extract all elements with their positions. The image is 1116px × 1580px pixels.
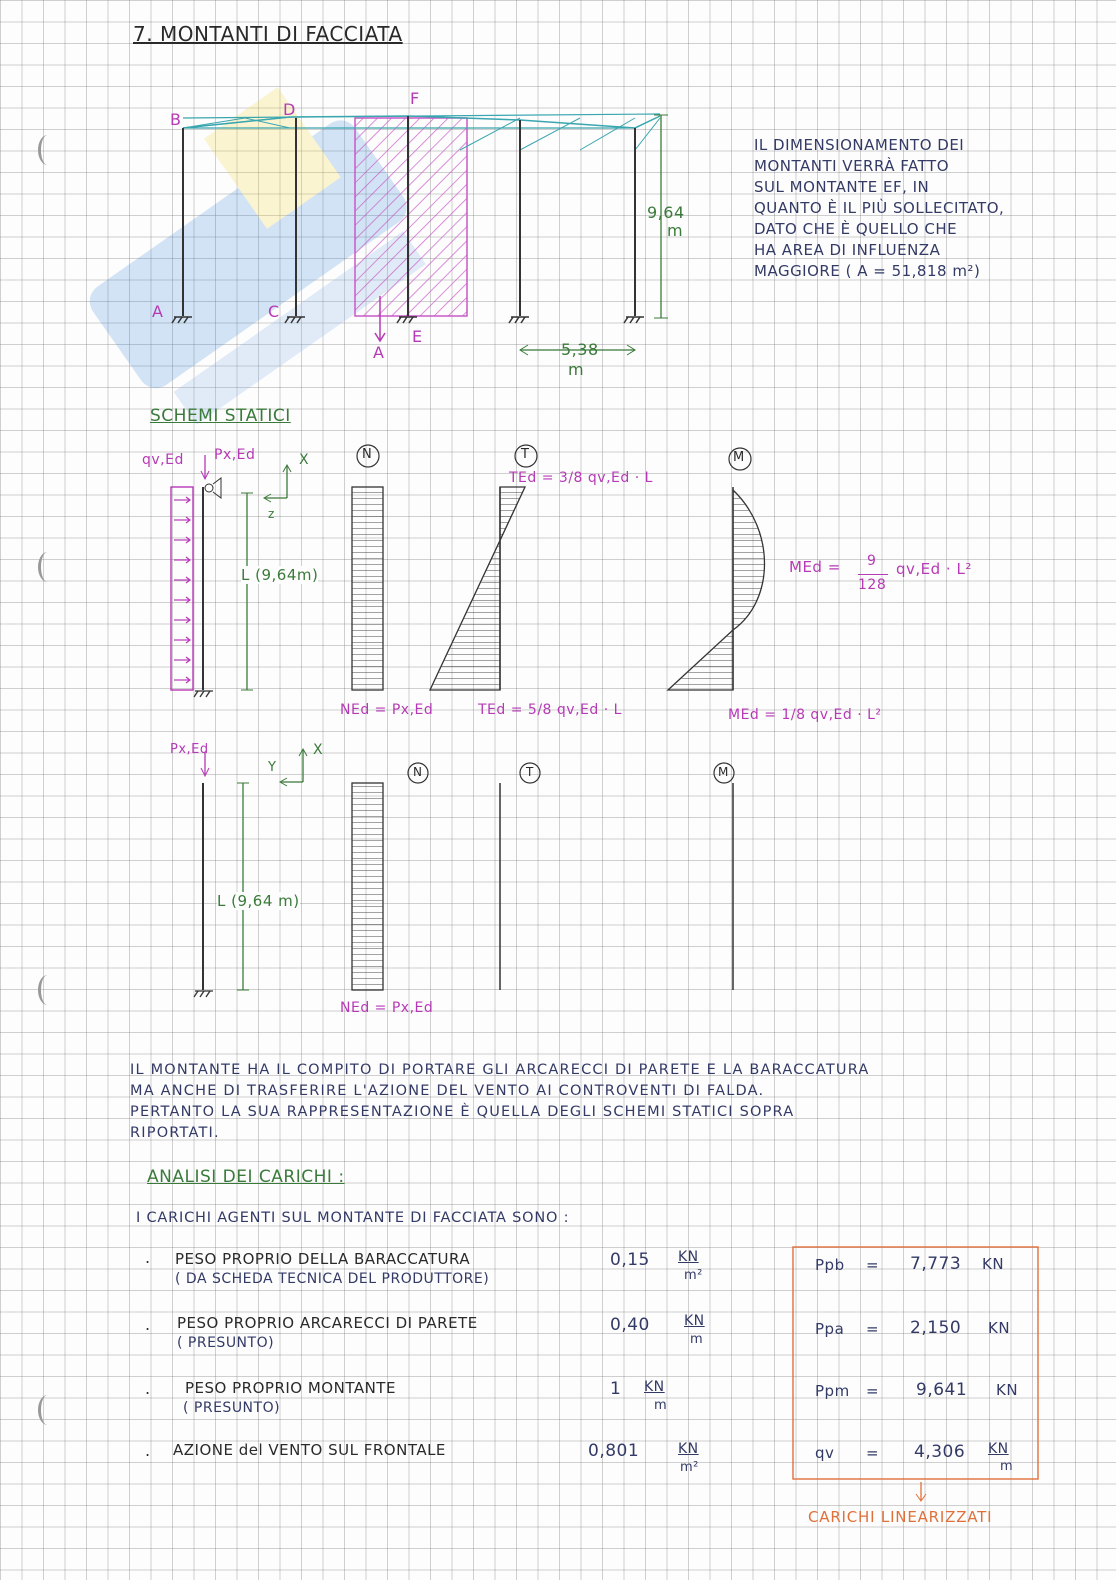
spacing-label: 5,38 [561,340,599,359]
height-unit: m [667,221,684,240]
item-unit-den: m [690,1332,704,1347]
result-eq: = [866,1444,880,1462]
result-symbol: Ppb [815,1256,845,1274]
s1-N-label: NEd = Px,Ed [340,702,434,718]
spacing-unit: m [568,360,585,379]
frame-label-D: D [283,100,296,119]
frame-label-A: A [152,302,164,321]
s2-diag-M: M [718,765,729,779]
result-symbol: Ppm [815,1382,850,1400]
scheme-2-beam [194,749,733,997]
results-footer: CARICHI LINEARIZZATI [808,1508,993,1526]
s1-T-bottom: TEd = 5/8 qv,Ed · L [478,702,622,718]
frame-label-B: B [170,110,182,129]
page-title: 7. MONTANTI DI FACCIATA [133,22,403,46]
result-unit-den: m [1000,1459,1014,1474]
note-line: SUL MONTANTE EF, IN [754,178,930,196]
s1-load-p: Px,Ed [214,447,256,463]
result-value: 9,641 [916,1380,968,1400]
item-unit-den: m² [680,1460,699,1475]
s2-diag-N: N [413,765,423,779]
result-unit: KN [988,1441,1009,1457]
item-unit-den: m² [684,1268,703,1283]
item-value: 0,15 [610,1250,650,1270]
result-eq: = [866,1382,880,1400]
s1-diag-N: N [362,447,373,462]
item-bullet: . [145,1248,151,1267]
item-sub: ( PRESUNTO) [183,1400,281,1416]
note-line: DATO CHE È QUELLO CHE [754,220,958,238]
item-name: PESO PROPRIO DELLA BARACCATURA [175,1250,471,1268]
s1-T-top: TEd = 3/8 qv,Ed · L [509,470,653,486]
result-unit: KN [982,1255,1005,1273]
result-value: 7,773 [910,1254,962,1274]
analysis-intro: I CARICHI AGENTI SUL MONTANTE DI FACCIATA SONO : [136,1210,570,1226]
item-value: 0,40 [610,1315,650,1335]
analysis-heading: ANALISI DEI CARICHI : [147,1167,345,1187]
s2-length: L (9,64 m) [217,892,300,910]
note-line: MAGGIORE ( A = 51,818 m²) [754,262,981,280]
paragraph-line: RIPORTATI. [130,1125,220,1141]
s1-M-mid-lhs: MEd = [789,558,841,576]
result-eq: = [866,1320,880,1338]
s1-M-mid-den: 128 [858,577,887,593]
result-unit: KN [988,1319,1011,1337]
note-line: MONTANTI VERRÀ FATTO [754,157,950,175]
result-symbol: qv [815,1444,835,1462]
frame-elevation [172,114,668,355]
item-unit-den: m [654,1398,668,1413]
frame-label-E: E [412,327,423,346]
s1-axis-z: z [268,507,275,521]
item-name: PESO PROPRIO MONTANTE [185,1379,396,1397]
s2-axis-x: X [313,742,324,758]
result-value: 2,150 [910,1318,962,1338]
design-note [754,136,1004,283]
paragraph-line: MA ANCHE DI TRASFERIRE L'AZIONE DEL VENTO AI CONTROVENTI DI FALDA. [130,1083,765,1099]
s2-N-label: NEd = Px,Ed [340,1000,434,1016]
s1-M-mid-rhs: qv,Ed · L² [896,560,972,578]
s1-axis-x: X [299,452,310,468]
note-line: IL DIMENSIONAMENTO DEI [754,136,965,154]
item-name: AZIONE del VENTO SUL FRONTALE [173,1441,446,1459]
item-bullet: . [145,1315,151,1334]
result-symbol: Ppa [815,1320,845,1338]
item-unit-num: KN [678,1249,699,1265]
s1-load-q: qv,Ed [142,452,184,468]
height-label: 9,64 [647,203,685,222]
item-sub: ( DA SCHEDA TECNICA DEL PRODUTTORE) [175,1271,490,1287]
s1-M-mid-num: 9 [867,553,877,569]
item-unit-num: KN [678,1441,699,1457]
item-sub: ( PRESUNTO) [177,1335,275,1351]
s2-diag-T: T [526,765,534,779]
item-name: PESO PROPRIO ARCARECCI DI PARETE [177,1314,478,1332]
fraction-bar [858,574,888,575]
load-label-A: A [373,343,385,362]
frame-label-C: C [268,302,280,321]
item-value: 0,801 [588,1441,640,1461]
s1-diag-M: M [733,450,745,465]
item-unit-num: KN [684,1313,705,1329]
note-line: QUANTO È IL PIÙ SOLLECITATO, [754,199,1005,217]
paragraph-line: IL MONTANTE HA IL COMPITO DI PORTARE GLI ARCARECCI DI PARETE E LA BARACCATURA [130,1062,870,1078]
s1-M-bottom: MEd = 1/8 qv,Ed · L² [728,707,882,723]
s2-axis-y: Y [268,760,277,775]
s1-diag-T: T [521,447,530,462]
paragraph-line: PERTANTO LA SUA RAPPRESENTAZIONE È QUELLA DEGLI SCHEMI STATICI SOPRA [130,1104,795,1120]
result-eq: = [866,1256,880,1274]
note-line: HA AREA DI INFLUENZA [754,241,941,259]
s1-length: L (9,64m) [241,566,319,584]
s2-load-p: Px,Ed [170,742,209,757]
item-bullet: . [145,1379,151,1398]
item-bullet: . [145,1441,151,1460]
item-unit-num: KN [644,1379,665,1395]
influence-area [355,118,467,316]
frame-label-F: F [410,89,420,108]
schemes-heading: SCHEMI STATICI [150,406,291,426]
item-value: 1 [610,1379,622,1399]
result-value: 4,306 [914,1442,966,1462]
result-unit: KN [996,1381,1019,1399]
